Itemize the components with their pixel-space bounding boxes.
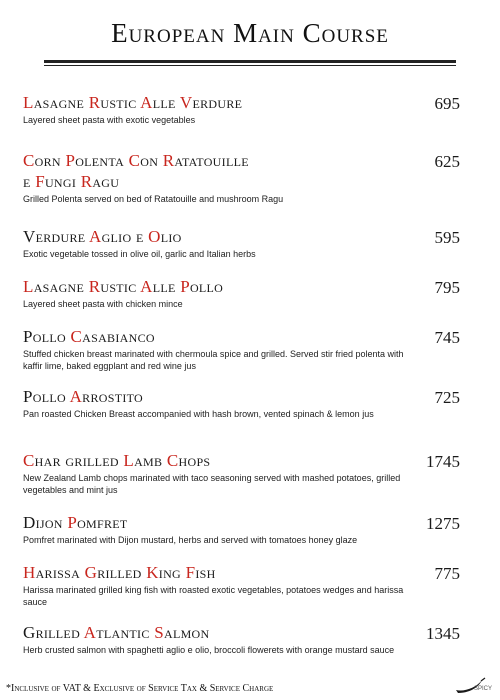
menu-item — [23, 622, 478, 656]
menu-item — [23, 512, 478, 546]
menu-item-description: Pan roasted Chicken Breast accompanied with hash brown, vented spinach & lemon jus — [23, 409, 374, 419]
menu-item-price: 595 — [434, 228, 460, 247]
menu-item — [23, 450, 478, 496]
menu-item-name: Lasagne Rustic Alle Verdure — [23, 93, 243, 112]
page-title: European Main Course — [111, 18, 389, 48]
menu-item-price: 695 — [434, 94, 460, 113]
menu-item-price: 625 — [434, 152, 460, 171]
menu-item-description: Pomfret marinated with Dijon mustard, herbs and served with tomatoes honey glaze — [23, 535, 358, 545]
menu-item-description: New Zealand Lamb chops marinated with taco seasoning served with mashed potatoes, grilled vegetables and mint jus — [23, 473, 401, 495]
menu-item-name: Char grilled Lamb Chops — [23, 451, 211, 470]
menu-item — [23, 92, 478, 126]
menu-item-price: 795 — [434, 278, 460, 297]
menu-item-name: Pollo Arrostito — [23, 387, 143, 406]
menu-item-name: Harissa Grilled King Fish — [23, 563, 216, 582]
menu-item — [23, 326, 478, 372]
spicy-label: SPICY — [473, 686, 492, 692]
menu-item-name: Pollo Casabianco — [23, 327, 155, 346]
menu-item-name: Dijon Pomfret — [23, 513, 128, 532]
menu-item-name: Verdure Aglio e Olio — [23, 227, 182, 246]
menu-item — [23, 150, 478, 205]
footer-note: *Inclusive of VAT & Exclusive of Service Tax & Service Charge — [6, 683, 274, 694]
menu-item-description: Herb crusted salmon with spaghetti aglio e olio, broccoli flowerets with orange mustard sauce — [23, 645, 395, 655]
menu-item-price: 1745 — [426, 452, 460, 471]
menu-item — [23, 226, 478, 260]
menu-item-description: Grilled Polenta served on bed of Ratatouille and mushroom Ragu — [23, 194, 284, 204]
menu-item-name: Lasagne Rustic Alle Pollo — [23, 277, 224, 296]
title-divider — [44, 60, 456, 63]
menu-item-price: 1345 — [426, 624, 460, 643]
menu-item-description: Harissa marinated grilled king fish with roasted exotic vegetables, potatoes wedges and harissa sauce — [23, 585, 404, 607]
menu-item-name: Corn Polenta Con Ratatouille e Fungi Ragu — [23, 151, 249, 191]
menu-item-description: Layered sheet pasta with chicken mince — [23, 299, 183, 309]
menu-item-price: 775 — [434, 564, 460, 583]
menu-item-price: 725 — [434, 388, 460, 407]
menu-item — [23, 386, 478, 420]
menu-item-price: 1275 — [426, 514, 460, 533]
menu-item-description: Exotic vegetable tossed in olive oil, garlic and Italian herbs — [23, 249, 256, 259]
menu-item — [23, 562, 478, 608]
menu-item-price: 745 — [434, 328, 460, 347]
menu-item-name: Grilled Atlantic Salmon — [23, 623, 210, 642]
menu-item-description: Stuffed chicken breast marinated with chermoula spice and grilled. Served stir fried polenta with kaffir lime, baked eggplant and red wine jus — [23, 349, 404, 371]
menu-item-description: Layered sheet pasta with exotic vegetables — [23, 115, 196, 125]
menu-item — [23, 276, 478, 310]
